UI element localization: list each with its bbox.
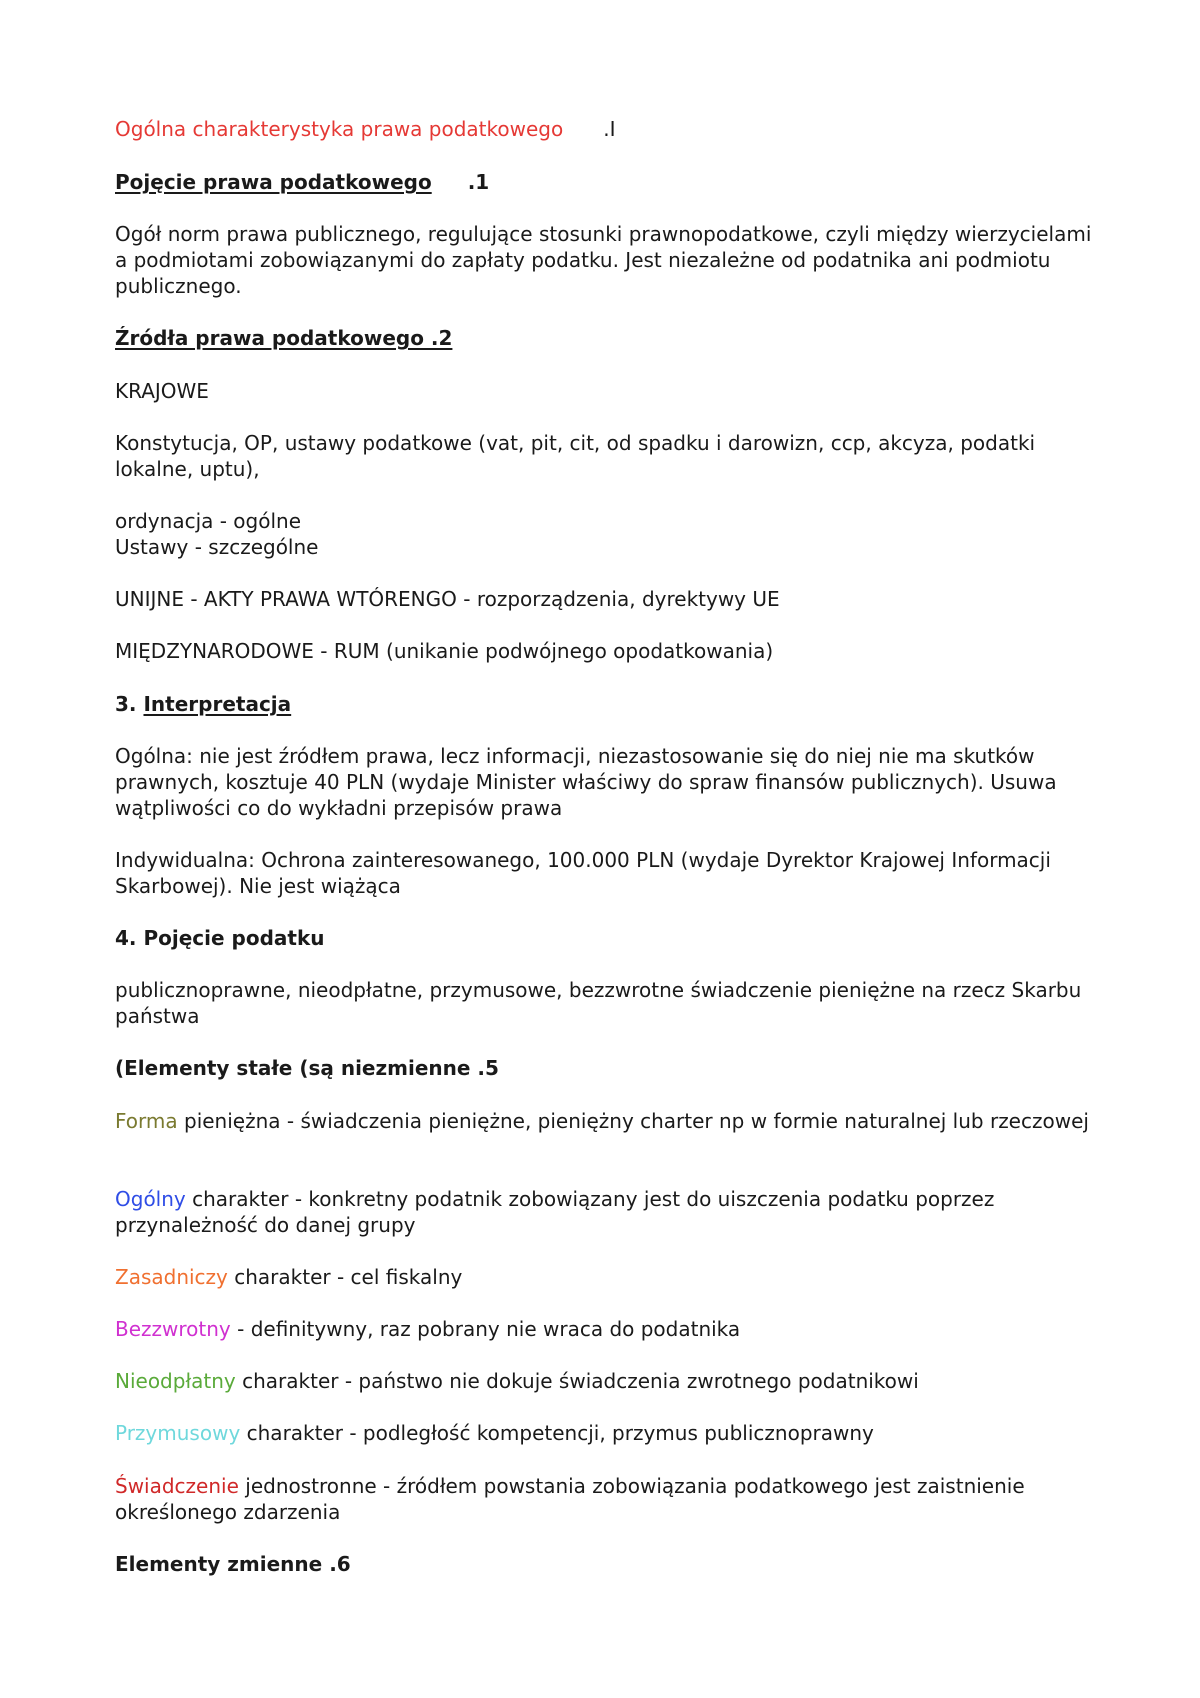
section-3-heading-text: Interpretacja bbox=[143, 692, 292, 716]
element-forma-desc: pieniężna - świadczenia pieniężne, pieniężny charter np w formie naturalnej lub rzeczowej bbox=[177, 1109, 1089, 1133]
unijne-line: UNIJNE - AKTY PRAWA WTÓRENGO - rozporządzenia, dyrektywy UE bbox=[115, 587, 780, 611]
element-swiadczenie-key: Świadczenie bbox=[115, 1474, 239, 1498]
section-4-heading: 4. Pojęcie podatku bbox=[115, 926, 325, 950]
element-przymusowy-key: Przymusowy bbox=[115, 1421, 241, 1445]
section-1-number: .1 bbox=[467, 170, 490, 194]
element-nieodplatny-key: Nieodpłatny bbox=[115, 1369, 236, 1393]
element-bezzwrotny bbox=[115, 1316, 740, 1342]
element-nieodplatny bbox=[115, 1368, 919, 1394]
document-title bbox=[115, 116, 616, 142]
element-forma bbox=[115, 1108, 1095, 1134]
section-3-number: 3. bbox=[115, 692, 144, 716]
element-swiadczenie-desc: jednostronne - źródłem powstania zobowiązania podatkowego jest zaistnienie określonego zdarzenia bbox=[115, 1474, 1025, 1524]
section-4-body: publicznoprawne, nieodpłatne, przymusowe, bezzwrotne świadczenie pieniężne na rzecz Skarbu państwa bbox=[115, 978, 1082, 1028]
krajowe-list: Konstytucja, OP, ustawy podatkowe (vat, pit, cit, od spadku i darowizn, ccp, akcyza, podatki lokalne, uptu), bbox=[115, 431, 1036, 481]
section-6-heading: Elementy zmienne .6 bbox=[115, 1552, 351, 1576]
element-zasadniczy-desc: charakter - cel fiskalny bbox=[227, 1265, 463, 1289]
element-zasadniczy-key: Zasadniczy bbox=[115, 1265, 228, 1289]
section-3-heading bbox=[115, 691, 291, 717]
interpretacja-indywidualna: Indywidualna: Ochrona zainteresowanego, 100.000 PLN (wydaje Dyrektor Krajowej Informacji Skarbowej). Nie jest wiążąca bbox=[115, 848, 1051, 898]
element-bezzwrotny-desc: - definitywny, raz pobrany nie wraca do podatnika bbox=[230, 1317, 741, 1341]
krajowe-label: KRAJOWE bbox=[115, 379, 209, 403]
element-przymusowy bbox=[115, 1420, 874, 1446]
ordynacja-line: ordynacja - ogólne bbox=[115, 509, 302, 533]
element-forma-key: Forma bbox=[115, 1109, 178, 1133]
element-ogolny bbox=[115, 1186, 1095, 1238]
element-bezzwrotny-key: Bezzwrotny bbox=[115, 1317, 231, 1341]
section-1-heading bbox=[115, 169, 489, 195]
section-2-heading-text: Źródła prawa podatkowego .2 bbox=[115, 326, 453, 350]
section-1-heading-text: Pojęcie prawa podatkowego bbox=[115, 170, 432, 194]
element-ogolny-key: Ogólny bbox=[115, 1187, 186, 1211]
interpretacja-ogolna: Ogólna: nie jest źródłem prawa, lecz informacji, niezastosowanie się do niej nie ma skutków prawnych, kosztuje 40 PLN (wydaje Minister właściwy do spraw finansów publicznych). Usuwa wątpliwości co do wykładni przepisów prawa bbox=[115, 744, 1057, 820]
element-ogolny-desc: charakter - konkretny podatnik zobowiązany jest do uiszczenia podatku poprzez przynależność do danej grupy bbox=[115, 1187, 995, 1237]
element-swiadczenie bbox=[115, 1473, 1095, 1525]
element-nieodplatny-desc: charakter - państwo nie dokuje świadczenia zwrotnego podatnikowi bbox=[235, 1369, 919, 1393]
title-suffix: .I bbox=[603, 117, 616, 141]
miedzynarodowe-line: MIĘDZYNARODOWE - RUM (unikanie podwójnego opodatkowania) bbox=[115, 639, 774, 663]
section-1-body: Ogół norm prawa publicznego, regulujące stosunki prawnopodatkowe, czyli między wierzycielami a podmiotami zobowiązanymi do zapłaty podatku. Jest niezależne od podatnika ani podmiotu publicznego. bbox=[115, 222, 1092, 298]
section-2-heading bbox=[115, 325, 452, 351]
title-text: Ogólna charakterystyka prawa podatkowego bbox=[115, 117, 564, 141]
element-przymusowy-desc: charakter - podległość kompetencji, przymus publicznoprawny bbox=[240, 1421, 874, 1445]
section-5-heading: (Elementy stałe (są niezmienne .5 bbox=[115, 1056, 499, 1080]
ustawy-line: Ustawy - szczególne bbox=[115, 535, 319, 559]
element-zasadniczy bbox=[115, 1264, 462, 1290]
